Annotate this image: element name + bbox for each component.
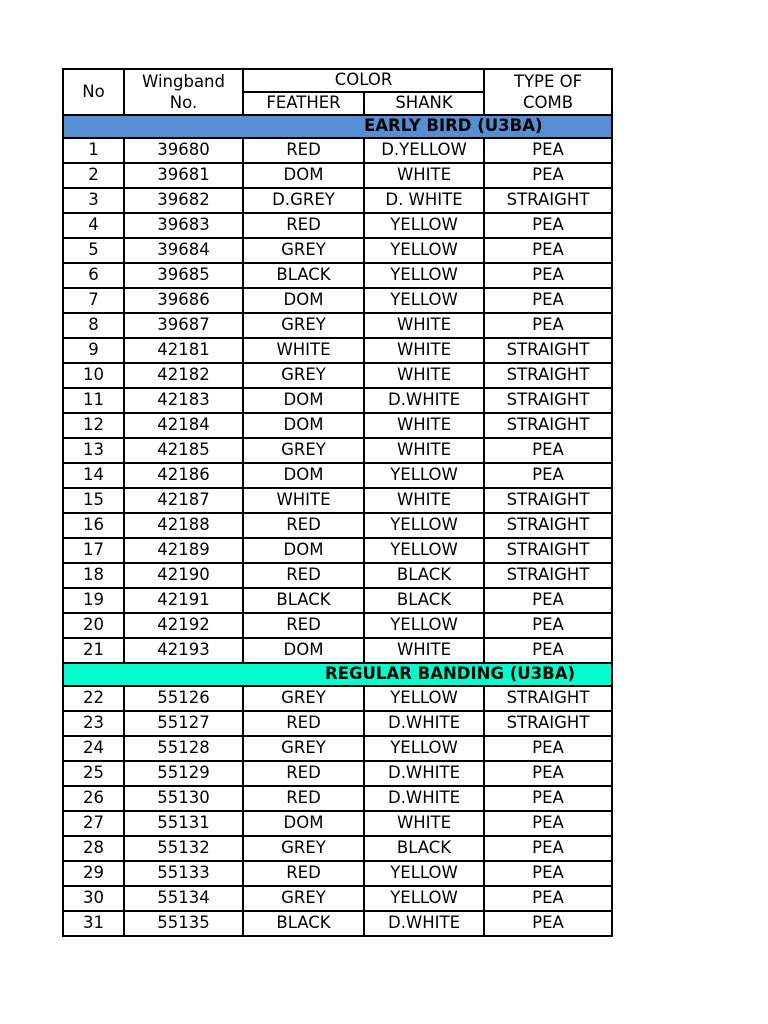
- cell-comb: PEA: [484, 761, 612, 786]
- cell-comb: PEA: [484, 138, 612, 163]
- cell-comb: STRAIGHT: [484, 488, 612, 513]
- cell-no: 14: [63, 463, 124, 488]
- table-row: [63, 638, 612, 663]
- cell-shank: YELLOW: [364, 686, 484, 711]
- cell-shank: YELLOW: [364, 288, 484, 313]
- cell-no: 18: [63, 563, 124, 588]
- cell-wingband: 42186: [124, 463, 243, 488]
- table-row: [63, 861, 612, 886]
- cell-no: 19: [63, 588, 124, 613]
- cell-no: 17: [63, 538, 124, 563]
- cell-wingband: 55131: [124, 811, 243, 836]
- cell-shank: D.WHITE: [364, 786, 484, 811]
- section-title: EARLY BIRD (U3BA): [364, 116, 543, 136]
- cell-wingband: 39680: [124, 138, 243, 163]
- cell-comb: PEA: [484, 911, 612, 936]
- cell-wingband: 42182: [124, 363, 243, 388]
- cell-comb: STRAIGHT: [484, 513, 612, 538]
- cell-comb: PEA: [484, 288, 612, 313]
- section-title-cell: [63, 115, 612, 138]
- cell-shank: YELLOW: [364, 736, 484, 761]
- cell-wingband: 42193: [124, 638, 243, 663]
- cell-shank: WHITE: [364, 438, 484, 463]
- header-feather: FEATHER: [243, 92, 364, 115]
- cell-comb: STRAIGHT: [484, 338, 612, 363]
- cell-no: 25: [63, 761, 124, 786]
- cell-wingband: 42181: [124, 338, 243, 363]
- cell-no: 1: [63, 138, 124, 163]
- cell-wingband: 39685: [124, 263, 243, 288]
- cell-comb: STRAIGHT: [484, 538, 612, 563]
- header-shank: SHANK: [364, 92, 484, 115]
- cell-comb: PEA: [484, 263, 612, 288]
- table-row: [63, 438, 612, 463]
- header-comb-line1: TYPE OF: [513, 71, 583, 91]
- cell-feather: GREY: [243, 238, 364, 263]
- cell-wingband: 39681: [124, 163, 243, 188]
- cell-shank: YELLOW: [364, 861, 484, 886]
- cell-wingband: 55129: [124, 761, 243, 786]
- cell-comb: PEA: [484, 313, 612, 338]
- cell-wingband: 39686: [124, 288, 243, 313]
- cell-no: 12: [63, 413, 124, 438]
- cell-feather: RED: [243, 563, 364, 588]
- cell-wingband: 55134: [124, 886, 243, 911]
- section-title: REGULAR BANDING (U3BA): [325, 664, 576, 684]
- header-comb-line2: COMB: [522, 93, 574, 112]
- cell-no: 7: [63, 288, 124, 313]
- cell-wingband: 39682: [124, 188, 243, 213]
- cell-wingband: 39683: [124, 213, 243, 238]
- cell-wingband: 39684: [124, 238, 243, 263]
- cell-shank: WHITE: [364, 163, 484, 188]
- cell-no: 2: [63, 163, 124, 188]
- cell-feather: GREY: [243, 313, 364, 338]
- cell-feather: RED: [243, 761, 364, 786]
- cell-shank: WHITE: [364, 638, 484, 663]
- cell-wingband: 39687: [124, 313, 243, 338]
- cell-feather: DOM: [243, 163, 364, 188]
- cell-wingband: 42183: [124, 388, 243, 413]
- header-wingband-line2: No.: [169, 93, 198, 112]
- cell-feather: RED: [243, 786, 364, 811]
- cell-no: 11: [63, 388, 124, 413]
- cell-feather: RED: [243, 711, 364, 736]
- cell-feather: RED: [243, 861, 364, 886]
- cell-feather: WHITE: [243, 338, 364, 363]
- table-row: [63, 238, 612, 263]
- cell-feather: DOM: [243, 811, 364, 836]
- table-header: [63, 69, 612, 115]
- header-type-of-comb: [484, 69, 612, 115]
- cell-feather: DOM: [243, 288, 364, 313]
- cell-feather: DOM: [243, 463, 364, 488]
- cell-wingband: 42184: [124, 413, 243, 438]
- cell-shank: BLACK: [364, 588, 484, 613]
- cell-wingband: 42190: [124, 563, 243, 588]
- table-row: [63, 836, 612, 861]
- cell-feather: BLACK: [243, 263, 364, 288]
- cell-wingband: 55135: [124, 911, 243, 936]
- cell-feather: DOM: [243, 413, 364, 438]
- cell-no: 20: [63, 613, 124, 638]
- cell-feather: GREY: [243, 686, 364, 711]
- cell-no: 8: [63, 313, 124, 338]
- cell-comb: PEA: [484, 736, 612, 761]
- cell-feather: RED: [243, 138, 364, 163]
- cell-no: 26: [63, 786, 124, 811]
- cell-comb: PEA: [484, 438, 612, 463]
- cell-feather: WHITE: [243, 488, 364, 513]
- table-row: [63, 911, 612, 936]
- cell-shank: YELLOW: [364, 263, 484, 288]
- cell-shank: D.WHITE: [364, 388, 484, 413]
- table-row: [63, 338, 612, 363]
- cell-shank: WHITE: [364, 363, 484, 388]
- cell-no: 29: [63, 861, 124, 886]
- cell-no: 9: [63, 338, 124, 363]
- cell-no: 30: [63, 886, 124, 911]
- table-row: [63, 811, 612, 836]
- cell-wingband: 42192: [124, 613, 243, 638]
- cell-comb: PEA: [484, 613, 612, 638]
- table-row: [63, 363, 612, 388]
- cell-no: 10: [63, 363, 124, 388]
- cell-comb: STRAIGHT: [484, 388, 612, 413]
- cell-shank: YELLOW: [364, 463, 484, 488]
- table-row: [63, 538, 612, 563]
- table-row: [63, 886, 612, 911]
- table-row: [63, 463, 612, 488]
- cell-feather: RED: [243, 613, 364, 638]
- table-row: [63, 138, 612, 163]
- cell-shank: YELLOW: [364, 513, 484, 538]
- cell-no: 22: [63, 686, 124, 711]
- cell-wingband: 55126: [124, 686, 243, 711]
- section-title-cell: [63, 663, 612, 686]
- cell-comb: PEA: [484, 861, 612, 886]
- table-row: [63, 213, 612, 238]
- header-wingband-line1: Wingband: [142, 71, 225, 91]
- cell-shank: WHITE: [364, 313, 484, 338]
- table-row: [63, 686, 612, 711]
- cell-feather: DOM: [243, 538, 364, 563]
- table-row: [63, 188, 612, 213]
- cell-feather: DOM: [243, 638, 364, 663]
- cell-no: 23: [63, 711, 124, 736]
- cell-wingband: 55130: [124, 786, 243, 811]
- cell-comb: STRAIGHT: [484, 686, 612, 711]
- cell-shank: YELLOW: [364, 213, 484, 238]
- cell-wingband: 42188: [124, 513, 243, 538]
- cell-comb: STRAIGHT: [484, 563, 612, 588]
- table-row: [63, 786, 612, 811]
- header-wingband-no: [124, 69, 243, 115]
- table-body: [63, 115, 612, 936]
- header-color: COLOR: [243, 69, 484, 92]
- cell-wingband: 55133: [124, 861, 243, 886]
- cell-no: 6: [63, 263, 124, 288]
- cell-shank: YELLOW: [364, 538, 484, 563]
- cell-feather: BLACK: [243, 911, 364, 936]
- table-row: [63, 263, 612, 288]
- table-row: [63, 563, 612, 588]
- cell-comb: PEA: [484, 836, 612, 861]
- cell-no: 31: [63, 911, 124, 936]
- cell-comb: PEA: [484, 811, 612, 836]
- section-header-row: [63, 663, 612, 686]
- cell-shank: WHITE: [364, 413, 484, 438]
- cell-feather: DOM: [243, 388, 364, 413]
- cell-no: 16: [63, 513, 124, 538]
- cell-no: 21: [63, 638, 124, 663]
- cell-feather: GREY: [243, 363, 364, 388]
- table-row: [63, 388, 612, 413]
- cell-feather: GREY: [243, 836, 364, 861]
- table-row: [63, 588, 612, 613]
- table-row: [63, 513, 612, 538]
- cell-no: 27: [63, 811, 124, 836]
- cell-wingband: 55132: [124, 836, 243, 861]
- cell-feather: GREY: [243, 438, 364, 463]
- cell-shank: BLACK: [364, 836, 484, 861]
- cell-comb: PEA: [484, 638, 612, 663]
- table-row: [63, 761, 612, 786]
- cell-comb: PEA: [484, 886, 612, 911]
- cell-no: 13: [63, 438, 124, 463]
- table-row: [63, 488, 612, 513]
- cell-feather: BLACK: [243, 588, 364, 613]
- cell-shank: BLACK: [364, 563, 484, 588]
- cell-shank: D.WHITE: [364, 911, 484, 936]
- cell-shank: WHITE: [364, 338, 484, 363]
- cell-no: 3: [63, 188, 124, 213]
- cell-shank: YELLOW: [364, 613, 484, 638]
- cell-comb: PEA: [484, 786, 612, 811]
- cell-comb: STRAIGHT: [484, 711, 612, 736]
- cell-feather: GREY: [243, 736, 364, 761]
- cell-wingband: 42191: [124, 588, 243, 613]
- cell-no: 4: [63, 213, 124, 238]
- header-no: No: [63, 69, 124, 115]
- cell-wingband: 55127: [124, 711, 243, 736]
- cell-shank: D.YELLOW: [364, 138, 484, 163]
- cell-comb: PEA: [484, 163, 612, 188]
- cell-no: 28: [63, 836, 124, 861]
- cell-wingband: 42185: [124, 438, 243, 463]
- cell-shank: WHITE: [364, 488, 484, 513]
- cell-no: 5: [63, 238, 124, 263]
- cell-shank: D.WHITE: [364, 711, 484, 736]
- cell-feather: GREY: [243, 886, 364, 911]
- cell-feather: RED: [243, 213, 364, 238]
- cell-feather: RED: [243, 513, 364, 538]
- cell-shank: D.WHITE: [364, 761, 484, 786]
- cell-feather: D.GREY: [243, 188, 364, 213]
- table-row: [63, 313, 612, 338]
- table-row: [63, 711, 612, 736]
- cell-comb: PEA: [484, 213, 612, 238]
- table-row: [63, 163, 612, 188]
- cell-shank: YELLOW: [364, 886, 484, 911]
- cell-shank: D. WHITE: [364, 188, 484, 213]
- cell-wingband: 42187: [124, 488, 243, 513]
- table-row: [63, 413, 612, 438]
- cell-shank: WHITE: [364, 811, 484, 836]
- cell-comb: STRAIGHT: [484, 413, 612, 438]
- cell-comb: PEA: [484, 238, 612, 263]
- cell-comb: STRAIGHT: [484, 363, 612, 388]
- cell-wingband: 55128: [124, 736, 243, 761]
- cell-comb: PEA: [484, 588, 612, 613]
- table-row: [63, 288, 612, 313]
- chicken-registry-table: [62, 68, 613, 937]
- cell-shank: YELLOW: [364, 238, 484, 263]
- cell-comb: PEA: [484, 463, 612, 488]
- section-header-row: [63, 115, 612, 138]
- cell-no: 15: [63, 488, 124, 513]
- cell-wingband: 42189: [124, 538, 243, 563]
- cell-no: 24: [63, 736, 124, 761]
- cell-comb: STRAIGHT: [484, 188, 612, 213]
- table-row: [63, 613, 612, 638]
- table-row: [63, 736, 612, 761]
